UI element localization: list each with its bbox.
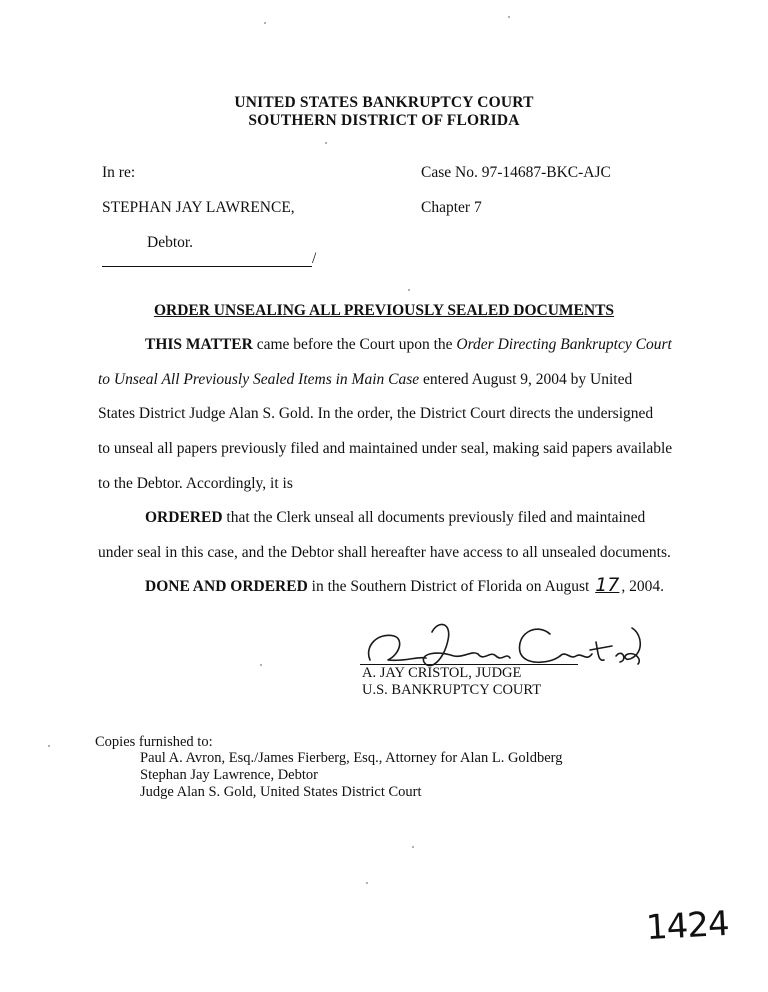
scan-speck (366, 882, 368, 884)
para2-line2: under seal in this case, and the Debtor shall hereafter have access to all unsealed documents. (98, 544, 671, 561)
debtor-name: STEPHAN JAY LAWRENCE, (102, 199, 295, 216)
signature-stroke (478, 654, 510, 658)
signature-stroke (625, 628, 640, 664)
chapter-label: Chapter 7 (421, 199, 482, 216)
case-number: Case No. 97-14687-BKC-AJC (421, 164, 611, 181)
caption-rule (102, 266, 312, 267)
copies-recipient: Paul A. Avron, Esq./James Fierberg, Esq., Attorney for Alan L. Goldberg (140, 750, 563, 766)
judge-court: U.S. BANKRUPTCY COURT (362, 682, 542, 698)
para1-line1: THIS MATTER came before the Court upon the Order Directing Bankruptcy Court (145, 336, 672, 353)
signature-stroke (423, 624, 478, 665)
para2-line1: ORDERED that the Clerk unseal all documents previously filed and maintained (145, 509, 646, 526)
signature-stroke (590, 642, 612, 660)
handwritten-day: 17 (595, 574, 620, 596)
order-title: ORDER UNSEALING ALL PREVIOUSLY SEALED DOCUMENTS (153, 302, 615, 319)
signature-script: A. Jay Cristol (360, 612, 366, 613)
signature-stroke (560, 654, 592, 657)
para1-line3: States District Judge Alan S. Gold. In the order, the District Court directs the undersigned (98, 405, 654, 422)
para1-line4: to unseal all papers previously filed and maintained under seal, making said papers available (98, 440, 673, 457)
signature-stroke (519, 629, 560, 662)
signature-stroke (369, 635, 426, 660)
para1-line2: to Unseal All Previously Sealed Items in Main Case entered August 9, 2004 by United (98, 371, 633, 388)
done-and-ordered: DONE AND ORDERED in the Southern District of Florida on August 17 , 2004. (145, 574, 665, 596)
court-district: SOUTHERN DISTRICT OF FLORIDA (248, 112, 520, 129)
copies-recipient: Stephan Jay Lawrence, Debtor (140, 767, 318, 783)
scan-speck (264, 22, 266, 24)
scan-speck (260, 664, 262, 666)
this-matter-lead: THIS MATTER (145, 336, 253, 353)
copies-heading: Copies furnished to: (95, 734, 213, 750)
scan-speck (48, 745, 50, 747)
done-lead: DONE AND ORDERED (145, 578, 308, 595)
debtor-label: Debtor. (147, 234, 194, 251)
scan-speck (325, 142, 327, 144)
scan-speck (408, 289, 410, 291)
page-stamp-number: 1424 (645, 903, 730, 949)
in-re-label: In re: (102, 164, 136, 181)
caption-rule-end: / (312, 250, 317, 267)
scan-speck (412, 846, 414, 848)
scan-speck (508, 16, 510, 18)
court-name: UNITED STATES BANKRUPTCY COURT (234, 94, 534, 111)
ordered-lead: ORDERED (145, 509, 223, 526)
copies-recipient: Judge Alan S. Gold, United States District Court (140, 784, 422, 800)
order-reference-cont: to Unseal All Previously Sealed Items in Main Case (98, 371, 420, 388)
para1-line5: to the Debtor. Accordingly, it is (98, 475, 293, 492)
judge-name: A. JAY CRISTOL, JUDGE (362, 665, 522, 681)
signature-stroke (616, 653, 624, 662)
order-reference: Order Directing Bankruptcy Court (456, 336, 672, 353)
